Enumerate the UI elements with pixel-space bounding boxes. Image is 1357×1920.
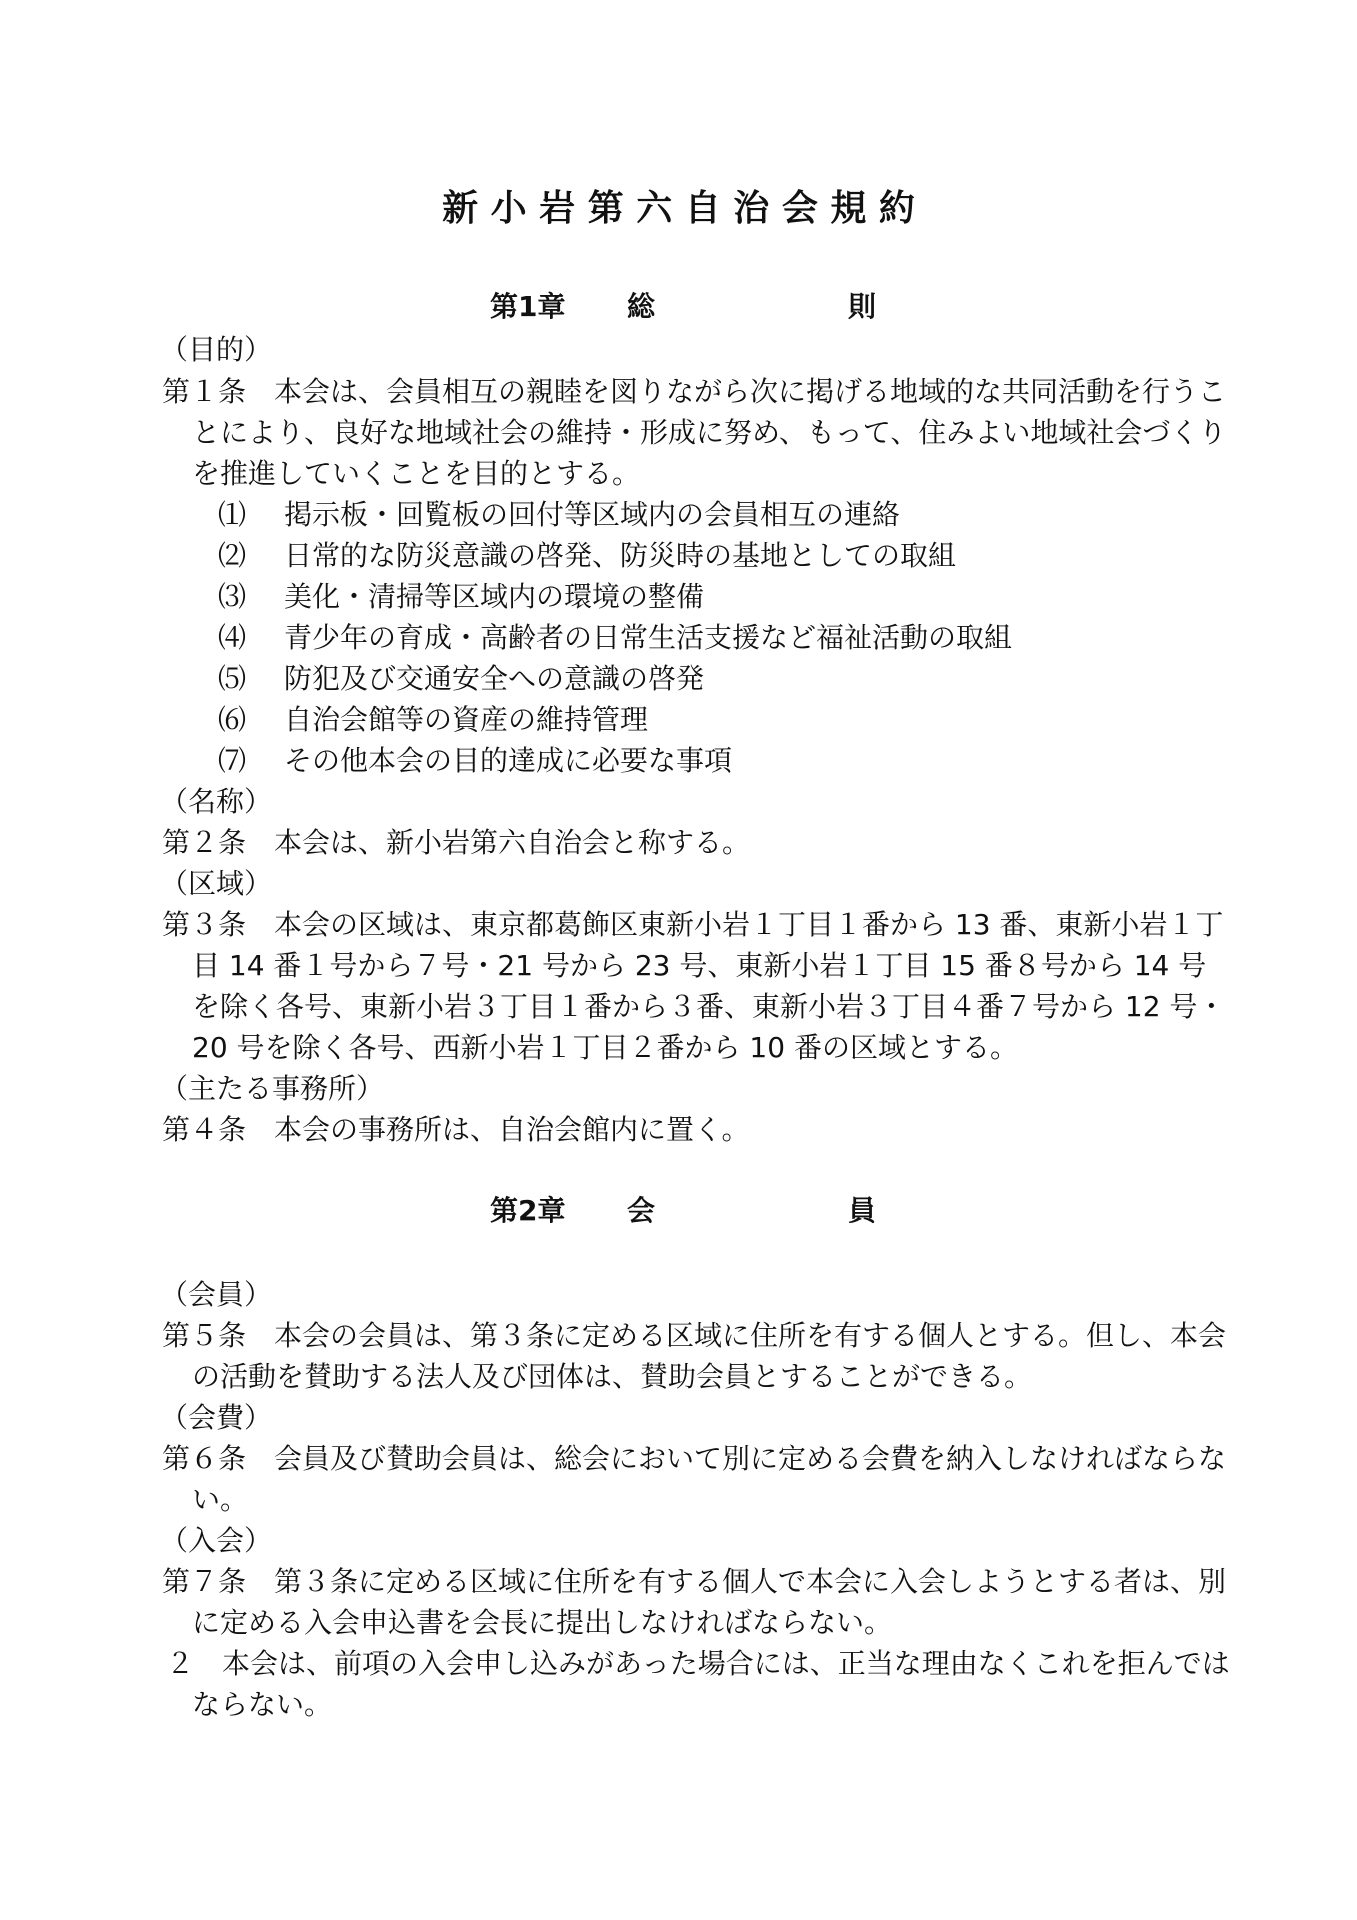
- item-text: 掲示板・回覧板の回付等区域内の会員相互の連絡: [284, 498, 901, 531]
- article-5-line-2: の活動を賛助する法人及び団体は、賛助会員とすることができる。: [192, 1360, 1033, 1393]
- article-1-line-1: 第１条 本会は、会員相互の親睦を図りながら次に掲げる地域的な共同活動を行うこ: [162, 375, 1227, 408]
- chapter-1-heading: [0, 287, 1357, 327]
- article-1-item-6: [218, 700, 648, 740]
- article-7-line-1: 第７条 第３条に定める区域に住所を有する個人で本会に入会しようとする者は、別: [162, 1565, 1227, 1598]
- heading-joining: （入会）: [160, 1524, 273, 1557]
- article-1-item-5: [218, 659, 704, 699]
- article-3-line-3: を除く各号、東新小岩３丁目１番から３番、東新小岩３丁目４番７号から 12 号・: [192, 990, 1226, 1023]
- heading-name: （名称）: [160, 785, 273, 818]
- item-number: ⑶: [218, 580, 247, 613]
- article-1-line-2: とにより、良好な地域社会の維持・形成に努め、もって、住みよい地域社会づくり: [192, 416, 1227, 449]
- article-3-line-2: 目 14 番１号から７号・21 号から 23 号、東新小岩１丁目 15 番８号から 14 号: [192, 949, 1207, 982]
- article-1-item-4: [218, 618, 1012, 658]
- article-6-line-1: 第６条 会員及び賛助会員は、総会において別に定める会費を納入しなければならな: [162, 1442, 1227, 1475]
- item-text: 美化・清掃等区域内の環境の整備: [284, 580, 705, 613]
- heading-fees: （会費）: [160, 1401, 273, 1434]
- article-5-line-1: 第５条 本会の会員は、第３条に定める区域に住所を有する個人とする。但し、本会: [162, 1319, 1227, 1352]
- item-number: ⑹: [218, 703, 247, 736]
- article-7-paragraph-2-line-2: ならない。: [192, 1688, 333, 1721]
- heading-purpose: （目的）: [160, 333, 273, 366]
- article-3-line-1: 第３条 本会の区域は、東京都葛飾区東新小岩１丁目１番から 13 番、東新小岩１丁: [162, 908, 1224, 941]
- item-number: ⑸: [218, 662, 247, 695]
- article-1-item-1: [218, 495, 900, 535]
- chapter-1-name-part2: 則: [848, 290, 877, 323]
- item-text: 青少年の育成・高齢者の日常生活支援など福祉活動の取組: [284, 621, 1013, 654]
- article-1-item-3: [218, 577, 704, 617]
- article-2-line-1: 第２条 本会は、新小岩第六自治会と称する。: [162, 826, 751, 859]
- chapter-1-name-part1: 総: [627, 290, 656, 323]
- article-4-line-1: 第４条 本会の事務所は、自治会館内に置く。: [162, 1113, 750, 1146]
- article-1-line-3: を推進していくことを目的とする。: [192, 457, 641, 490]
- heading-office: （主たる事務所）: [160, 1072, 385, 1105]
- chapter-2-name-part2: 員: [848, 1194, 877, 1227]
- article-3-line-4: 20 号を除く各号、西新小岩１丁目２番から 10 番の区域とする。: [192, 1031, 1018, 1064]
- item-text: 防犯及び交通安全への意識の啓発: [284, 662, 705, 695]
- heading-area: （区域）: [160, 867, 273, 900]
- article-7-paragraph-2-line-1: ２ 本会は、前項の入会申し込みがあった場合には、正当な理由なくこれを拒んでは: [166, 1647, 1230, 1680]
- chapter-2-heading: [0, 1191, 1357, 1231]
- document-title: 新 小 岩 第 六 自 治 会 規 約: [442, 188, 915, 229]
- item-text: 自治会館等の資産の維持管理: [284, 703, 649, 736]
- item-number: ⑷: [218, 621, 247, 654]
- item-text: その他本会の目的達成に必要な事項: [284, 744, 733, 777]
- item-number: ⑵: [218, 539, 247, 572]
- item-text: 日常的な防災意識の啓発、防災時の基地としての取組: [284, 539, 957, 572]
- item-number: ⑴: [218, 498, 247, 531]
- heading-members: （会員）: [160, 1278, 273, 1311]
- article-6-line-2: い。: [192, 1483, 249, 1516]
- chapter-1-number: 第1章: [490, 290, 566, 323]
- item-number: ⑺: [218, 744, 247, 777]
- article-1-item-2: [218, 536, 956, 576]
- article-7-line-2: に定める入会申込書を会長に提出しなければならない。: [192, 1606, 893, 1639]
- article-1-item-7: [218, 741, 732, 781]
- chapter-2-number: 第2章: [490, 1194, 566, 1227]
- chapter-2-name-part1: 会: [627, 1194, 656, 1227]
